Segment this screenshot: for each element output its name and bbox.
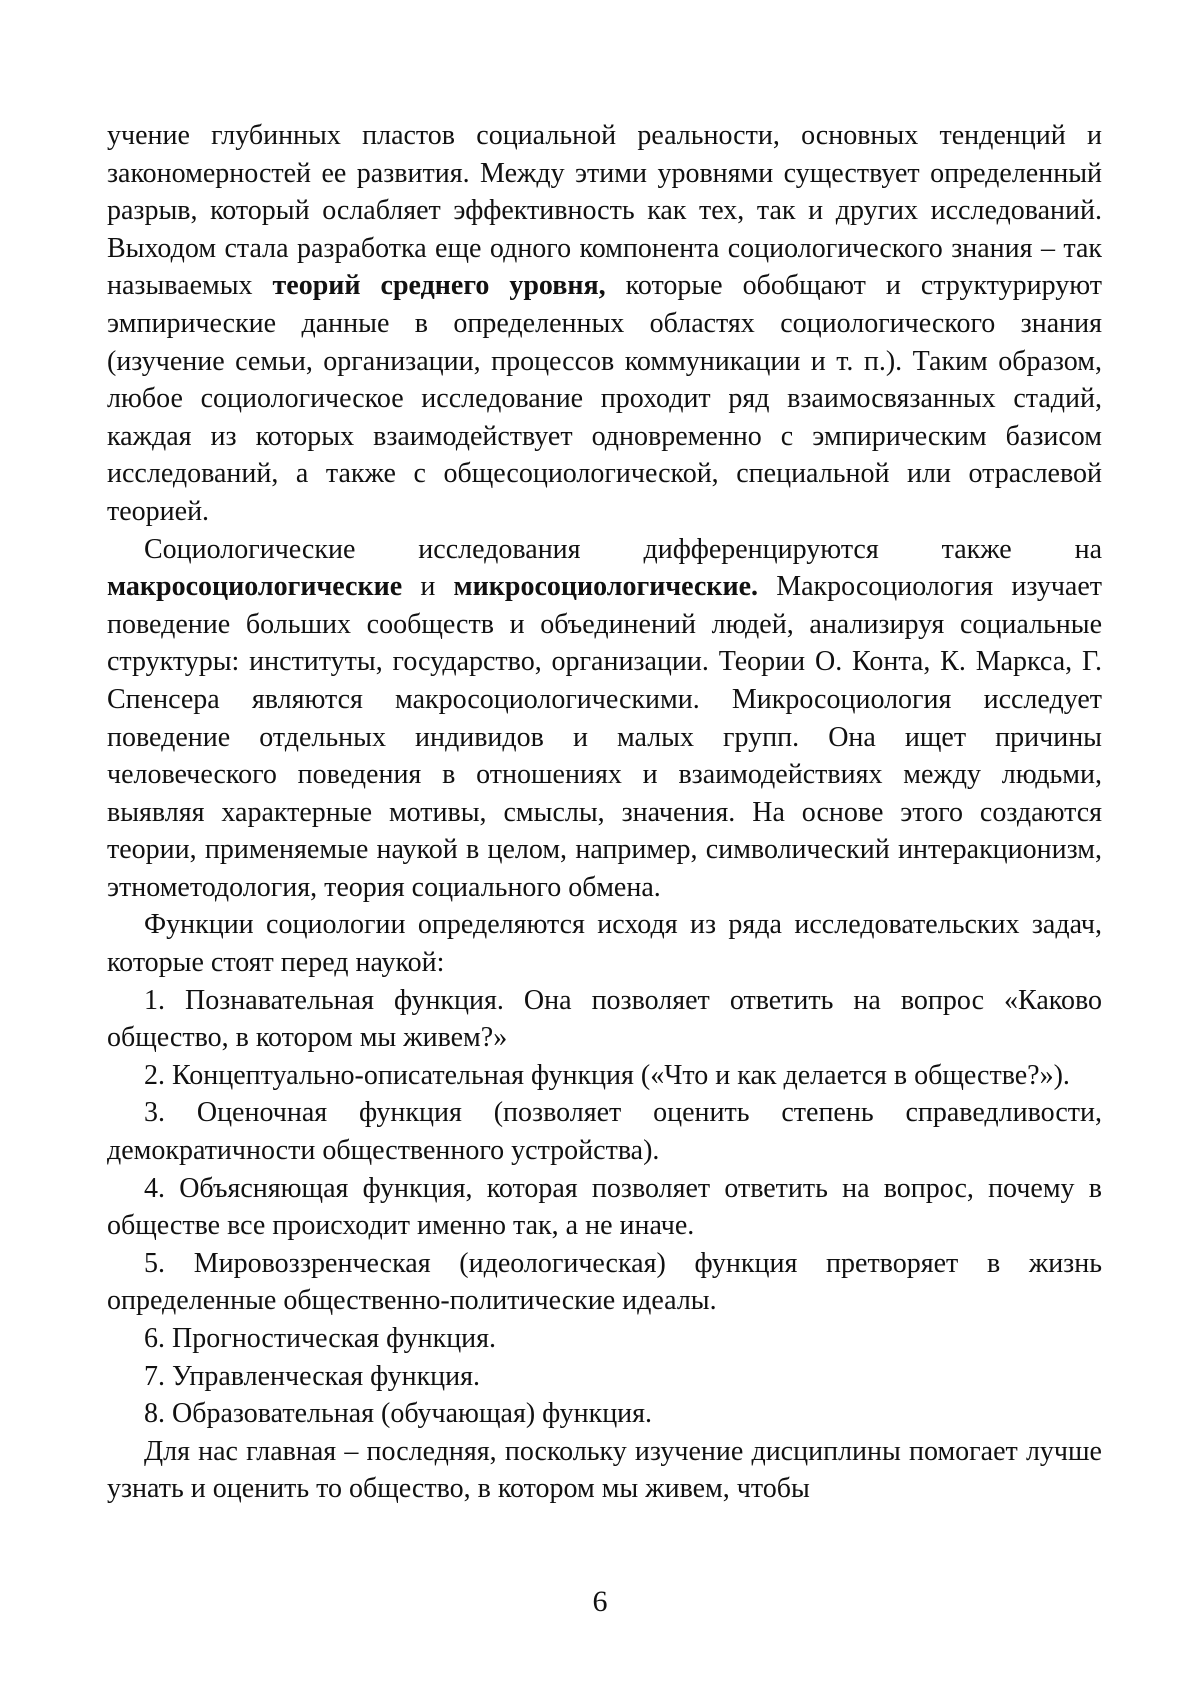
paragraph-functions-intro: Функции социологии определяются исходя из ряда исследовательских задач, которые стоят перед наукой: bbox=[107, 909, 1102, 979]
function-item: 3. Оценочная функция (позволяет оценить степень справедливости, демократичности общественного устройства). bbox=[107, 1097, 1102, 1167]
function-item: 2. Концептуально-описательная функция («Что и как делается в обществе?»). bbox=[144, 1059, 1070, 1091]
bold-term: микросоциологические. bbox=[453, 571, 759, 603]
paragraph-macro-micro bbox=[107, 531, 1102, 907]
bold-term: макросоциологические bbox=[107, 571, 403, 603]
function-item: 6. Прогностическая функция. bbox=[144, 1323, 497, 1354]
function-item: 4. Объясняющая функция, которая позволяет ответить на вопрос, почему в обществе все происходит именно так, а не иначе. bbox=[107, 1172, 1102, 1242]
function-item: 1. Познавательная функция. Она позволяет ответить на вопрос «Каково общество, в котором мы живем?» bbox=[107, 984, 1102, 1054]
paragraph-middle-range-theories bbox=[107, 117, 1102, 531]
bold-term: теорий среднего уровня, bbox=[272, 270, 606, 302]
function-item: 5. Мировоззренческая (идеологическая) функция претворяет в жизнь определенные общественно-политические идеалы. bbox=[107, 1247, 1102, 1317]
function-item: 7. Управленческая функция. bbox=[144, 1360, 481, 1392]
body-text bbox=[107, 117, 1102, 1508]
paragraph-conclusion: Для нас главная – последняя, поскольку изучение дисциплины помогает лучше узнать и оценить то общество, в котором мы живем, чтобы bbox=[107, 1435, 1102, 1505]
paragraph-text: Макросоциология изучает поведение больших сообществ и объединений людей, анализируя социальные структуры: институты, государство, организации. Теории О. Конта, К. Маркса, Г. Спенсера являются макросоциологическими. Микросоциология исследует поведение отдельных индивидов и малых групп. Она ищет причины человеческого поведения в отношениях и взаимодействиях между людьми, выявляя характерные мотивы, смыслы, значения. На основе этого создаются теории, применяемые наукой в целом, например, символический интеракционизм, этнометодология, теория социального обмена. bbox=[107, 571, 1103, 903]
paragraph-text: которые обобщают и структурируют эмпирические данные в определенных областях социологического знания (изучение семьи, организации, процессов коммуникации и т. п.). Таким образом, любое социологическое исследование проходит ряд взаимосвязанных стадий, каждая из которых взаимодействует одновременно с эмпирическим базисом исследований, а также с общесоциологической, специальной или отраслевой теорией. bbox=[107, 270, 1102, 527]
function-item: 8. Образовательная (обучающая) функция. bbox=[144, 1398, 653, 1430]
page-number: 6 bbox=[592, 1585, 608, 1618]
paragraph-text: и bbox=[402, 571, 454, 603]
paragraph-text: Социологические исследования дифференцируются также на bbox=[144, 533, 1102, 565]
paragraph-text: учение глубинных пластов социальной реальности, основных тенденций и закономерностей ее развития. Между этими уровнями существует определенный разрыв, который ослабляет эффективность как тех, так и других исследований. Выходом стала разработка еще одного компонента социологического знания – так называемых bbox=[107, 120, 1102, 302]
